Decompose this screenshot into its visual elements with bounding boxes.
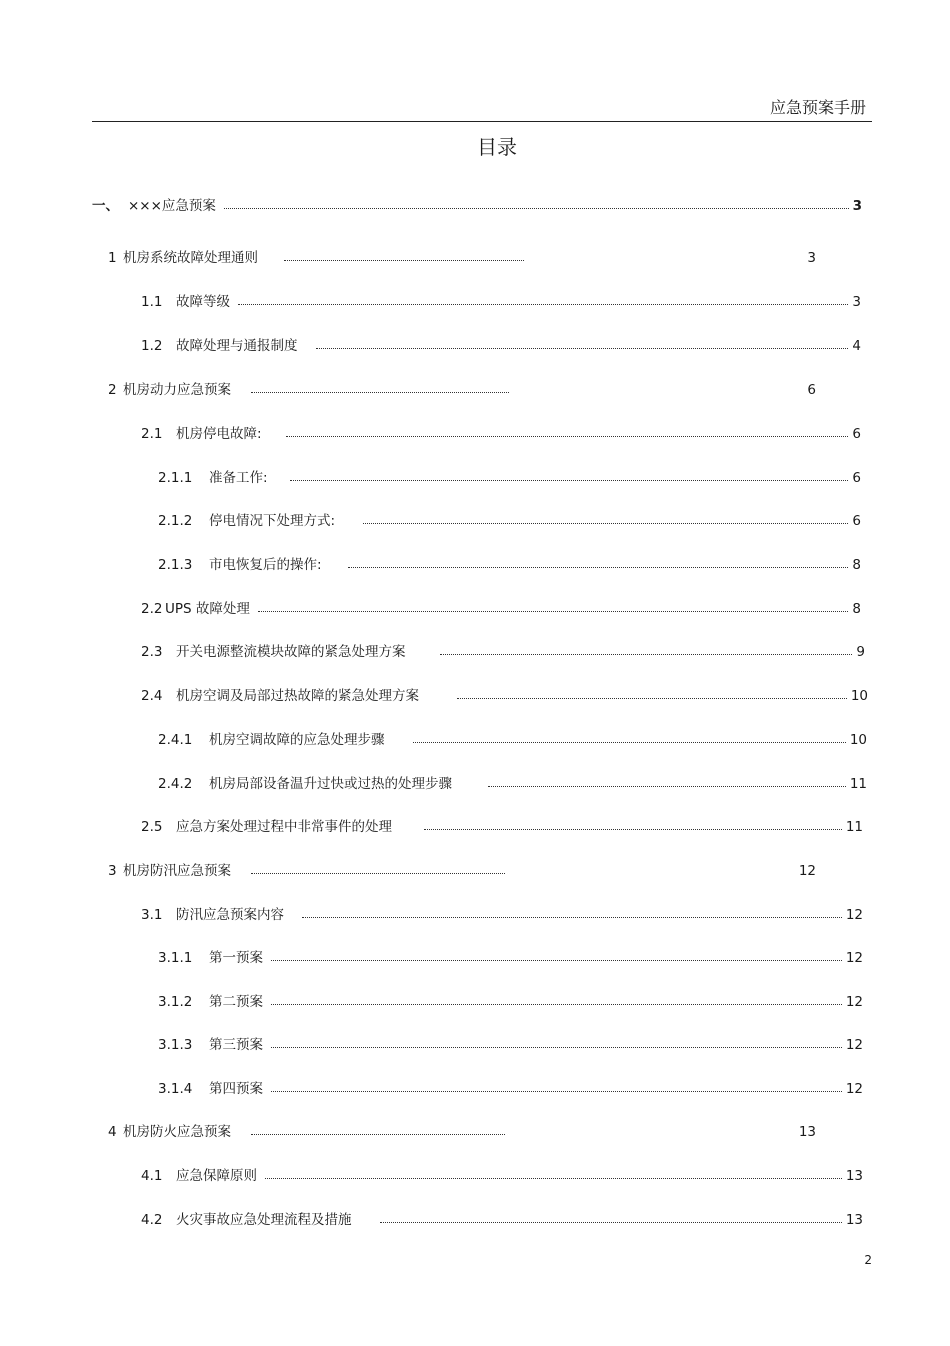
toc-entry-label: 机房防汛应急预案 — [123, 863, 231, 879]
toc-entry-page: 8 — [852, 557, 861, 573]
toc-entry-page: 3 — [852, 294, 861, 310]
toc-entry-page: 6 — [852, 426, 861, 442]
toc-leader-dots — [488, 785, 846, 787]
toc-entry-label: 应急方案处理过程中非常事件的处理 — [176, 819, 392, 835]
toc-entry[interactable] — [108, 1120, 816, 1140]
toc-entry-number: 1.1 — [141, 294, 163, 310]
toc-entry-page: 3 — [807, 250, 816, 266]
toc-entry-label: UPS 故障处理 — [165, 601, 250, 617]
toc-entry-page: 9 — [856, 644, 865, 660]
toc-leader-dots — [316, 347, 849, 349]
toc-entry-number: 2 — [108, 382, 117, 398]
toc-entry-number: 3.1 — [141, 907, 163, 923]
toc-entry-number: 2.1 — [141, 426, 163, 442]
toc-leader-dots — [238, 303, 848, 305]
toc-entry-page: 13 — [845, 1212, 863, 1228]
toc-entry-number: 2.4.1 — [158, 732, 193, 748]
toc-entry-label: 机房防火应急预案 — [123, 1124, 231, 1140]
toc-entry-number: 2.3 — [141, 644, 163, 660]
toc-entry-number: 3.1.2 — [158, 994, 193, 1010]
toc-entry-number: 3.1.1 — [158, 950, 193, 966]
toc-entry-label: 第一预案 — [209, 950, 263, 966]
toc-entry-label: 应急保障原则 — [176, 1168, 257, 1184]
page-number: 2 — [864, 1253, 872, 1267]
toc-entry-page: 12 — [845, 950, 863, 966]
toc-entry-label: 防汛应急预案内容 — [176, 907, 284, 923]
toc-entry-page: 8 — [852, 601, 861, 617]
toc-entry[interactable] — [158, 553, 861, 573]
toc-leader-dots — [348, 566, 849, 568]
toc-entry-number: 2.1.2 — [158, 513, 193, 529]
toc-entry[interactable] — [158, 946, 863, 966]
toc-entry-page: 3 — [852, 198, 862, 214]
toc-entry-number: 2.2 — [141, 601, 163, 617]
toc-entry-number: 1 — [108, 250, 117, 266]
toc-leader-dots — [251, 391, 509, 393]
toc-entry-label: 第三预案 — [209, 1037, 263, 1053]
toc-entry[interactable] — [141, 334, 861, 354]
toc-entry[interactable] — [108, 246, 816, 266]
toc-entry-number: 4.1 — [141, 1168, 163, 1184]
toc-entry-number: 2.1.1 — [158, 470, 193, 486]
toc-entry-page: 6 — [807, 382, 816, 398]
page-title: 目录 — [477, 135, 517, 159]
toc-entry-label: 机房动力应急预案 — [123, 382, 231, 398]
toc-entry-label: 机房局部设备温升过快或过热的处理步骤 — [209, 776, 452, 792]
toc-entry-number: 1.2 — [141, 338, 163, 354]
running-header-title: 应急预案手册 — [769, 98, 866, 117]
toc-entry-label: 停电情况下处理方式: — [209, 513, 336, 529]
toc-entry-page: 6 — [852, 513, 861, 529]
toc-entry-label: 火灾事故应急处理流程及措施 — [176, 1212, 352, 1228]
toc-leader-dots — [271, 1090, 842, 1092]
toc-leader-dots — [251, 872, 505, 874]
toc-leader-dots — [258, 610, 849, 612]
toc-leader-dots — [413, 741, 846, 743]
toc-entry-page: 12 — [845, 994, 863, 1010]
toc-entry[interactable] — [158, 466, 861, 486]
toc-entry-page: 10 — [850, 688, 868, 704]
toc-entry[interactable] — [141, 640, 865, 660]
toc-entry[interactable] — [158, 728, 867, 748]
toc-entry[interactable] — [108, 378, 816, 398]
toc-entry-number: 4.2 — [141, 1212, 163, 1228]
toc-entry[interactable] — [141, 290, 861, 310]
toc-leader-dots — [251, 1133, 505, 1135]
toc-entry-number: 4 — [108, 1124, 117, 1140]
toc-entry[interactable] — [141, 684, 868, 704]
toc-leader-dots — [265, 1177, 842, 1179]
toc-entry-label: 机房空调及局部过热故障的紧急处理方案 — [176, 688, 419, 704]
toc-entry-number: 3.1.3 — [158, 1037, 193, 1053]
toc-entry-page: 13 — [798, 1124, 816, 1140]
toc-entry-number: 3 — [108, 863, 117, 879]
toc-leader-dots — [271, 1003, 842, 1005]
toc-entry[interactable] — [158, 1033, 863, 1053]
toc-entry-number: 2.4 — [141, 688, 163, 704]
toc-entry-label: 开关电源整流模块故障的紧急处理方案 — [176, 644, 406, 660]
toc-entry-label: 市电恢复后的操作: — [209, 557, 322, 573]
toc-entry-label: 机房停电故障: — [176, 426, 262, 442]
toc-entry-number: 2.4.2 — [158, 776, 193, 792]
toc-entry[interactable] — [141, 1164, 863, 1184]
toc-leader-dots — [302, 916, 842, 918]
toc-entry-number: 一、 — [92, 198, 119, 214]
toc-entry-label: 机房系统故障处理通则 — [123, 250, 258, 266]
toc-entry[interactable] — [141, 903, 863, 923]
toc-entry[interactable] — [158, 1077, 863, 1097]
toc-entry-page: 12 — [845, 1037, 863, 1053]
toc-entry-page: 4 — [852, 338, 861, 354]
toc-entry-page: 12 — [798, 863, 816, 879]
toc-leader-dots — [224, 207, 849, 209]
toc-entry[interactable] — [158, 509, 861, 529]
toc-entry[interactable] — [158, 990, 863, 1010]
toc-leader-dots — [271, 959, 842, 961]
toc-entry-page: 12 — [845, 1081, 863, 1097]
toc-leader-dots — [363, 522, 848, 524]
toc-entry-number: 2.5 — [141, 819, 163, 835]
toc-entry-page: 11 — [849, 776, 867, 792]
toc-leader-dots — [290, 479, 849, 481]
toc-leader-dots — [271, 1046, 842, 1048]
toc-entry-page: 12 — [845, 907, 863, 923]
toc-entry-label: 第四预案 — [209, 1081, 263, 1097]
toc-entry[interactable] — [158, 772, 867, 792]
toc-entry-label: 机房空调故障的应急处理步骤 — [209, 732, 385, 748]
toc-entry-number: 2.1.3 — [158, 557, 193, 573]
toc-entry-label: 第二预案 — [209, 994, 263, 1010]
toc-entry-label: 故障等级 — [176, 294, 230, 310]
toc-leader-dots — [440, 653, 853, 655]
toc-entry[interactable] — [141, 597, 861, 617]
toc-entry[interactable] — [141, 422, 861, 442]
toc-entry-page: 11 — [845, 819, 863, 835]
toc-leader-dots — [286, 435, 849, 437]
toc-entry[interactable] — [108, 859, 816, 879]
toc-leader-dots — [284, 259, 524, 261]
toc-entry-page: 6 — [852, 470, 861, 486]
toc-entry[interactable] — [141, 1208, 863, 1228]
toc-entry-label: 准备工作: — [209, 470, 268, 486]
toc-entry-label: 故障处理与通报制度 — [176, 338, 298, 354]
toc-leader-dots — [380, 1221, 842, 1223]
toc-leader-dots — [457, 697, 847, 699]
toc-entry-label: ×××应急预案 — [128, 198, 216, 214]
toc-leader-dots — [424, 828, 842, 830]
toc-entry-page: 10 — [849, 732, 867, 748]
toc-entry[interactable] — [141, 815, 863, 835]
toc-entry[interactable] — [92, 194, 862, 214]
toc-entry-number: 3.1.4 — [158, 1081, 193, 1097]
toc-entry-page: 13 — [845, 1168, 863, 1184]
